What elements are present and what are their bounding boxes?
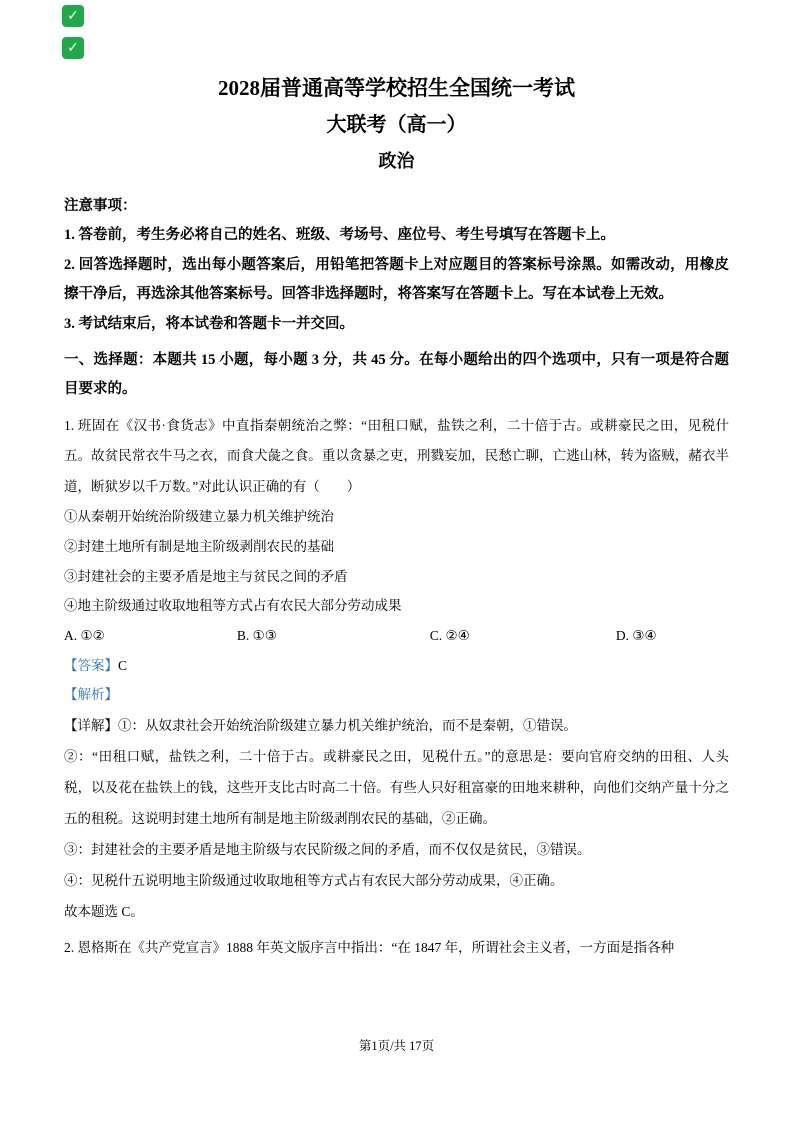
title-block bbox=[64, 72, 729, 178]
check-icon: ✓ bbox=[62, 37, 84, 59]
question-1-choices bbox=[64, 621, 729, 651]
question-1-option-1: ①从秦朝开始统治阶级建立暴力机关维护统治 bbox=[64, 509, 334, 525]
answer-label: 【答案】 bbox=[64, 657, 118, 673]
notice-heading: 注意事项： bbox=[64, 197, 137, 214]
question-1-option-4: ④地主阶级通过收取地租等方式占有农民大部分劳动成果 bbox=[64, 598, 402, 614]
exam-title-line1: 2028届普通高等学校招生全国统一考试 bbox=[218, 76, 575, 100]
exam-subject-title: 政治 bbox=[378, 150, 415, 171]
choice-d: D. ③④ bbox=[615, 627, 657, 643]
detail-paragraph-1: 【详解】①：从奴隶社会开始统治阶级建立暴力机关维护统治，而不是秦朝，①错误。 bbox=[64, 718, 577, 734]
analysis-label: 【解析】 bbox=[64, 687, 118, 703]
section-heading-choice-questions: 一、选择题：本题共 15 小题，每小题 3 分，共 45 分。在每小题给出的四个选项中，只有一项是符合题目要求的。 bbox=[64, 351, 729, 398]
exam-title-line2: 大联考（高一） bbox=[326, 113, 467, 136]
detail-paragraph-2: ②：“田租口赋，盐铁之利，二十倍于古。或耕豪民之田，见税什五。”的意思是：要向官府交纳的田租、人头税，以及花在盐铁上的钱，这些开支比古时高二十倍。有些人只好租富豪的田地来耕种，向他们交纳产量十分之五的租税。这说明封建土地所有制是地主阶级剥削农民的基础，②正确。 bbox=[64, 749, 729, 827]
question-1-option-3: ③封建社会的主要矛盾是地主与贫民之间的矛盾 bbox=[64, 568, 348, 584]
detail-paragraph-4: ④：见税什五说明地主阶级通过收取地租等方式占有农民大部分劳动成果，④正确。 bbox=[64, 873, 564, 889]
choice-c: C. ②④ bbox=[429, 627, 470, 643]
choice-a: A. ①② bbox=[64, 627, 105, 643]
page-number-footer: 第1页/共 17页 bbox=[358, 1039, 435, 1053]
answer-value: C bbox=[118, 657, 128, 673]
answer-line bbox=[64, 651, 729, 681]
analysis-line bbox=[64, 680, 729, 710]
detail-paragraph-3: ③：封建社会的主要矛盾是地主阶级与农民阶级之间的矛盾，而不仅仅是贫民，③错误。 bbox=[64, 842, 591, 858]
question-1-option-2: ②封建土地所有制是地主阶级剥削农民的基础 bbox=[64, 538, 334, 554]
notice-item-2: 2. 回答选择题时，选出每小题答案后，用铅笔把答题卡上对应题目的答案标号涂黑。如需改动，用橡皮擦干净后，再选涂其他答案标号。回答非选择题时，将答案写在答题卡上。写在本试卷上无效。 bbox=[64, 256, 729, 303]
corner-marks bbox=[62, 5, 84, 59]
question-1-stem: 1. 班固在《汉书·食货志》中直指秦朝统治之弊：“田租口赋，盐铁之利，二十倍于古。或耕豪民之田，见税什五。故贫民常衣牛马之衣，而食犬彘之食。重以贪暴之吏，刑戮妄加，民愁亡聊，亡逃山林，转为盗贼，赭衣半道，断狱岁以千万数。”对此认识正确的有（ ） bbox=[64, 418, 729, 494]
notice-item-3: 3. 考试结束后，将本试卷和答题卡一并交回。 bbox=[64, 315, 354, 332]
notice-item-1: 1. 答卷前，考生务必将自己的姓名、班级、考场号、座位号、考生号填写在答题卡上。 bbox=[64, 226, 615, 243]
check-icon: ✓ bbox=[62, 5, 84, 27]
question-2-stem-start: 2. 恩格斯在《共产党宣言》1888 年英文版序言中指出：“在 1847 年，所谓社会主义者，一方面是指各种 bbox=[64, 940, 675, 956]
choice-b: B. ①③ bbox=[236, 627, 277, 643]
detail-conclusion: 故本题选 C。 bbox=[64, 904, 144, 920]
